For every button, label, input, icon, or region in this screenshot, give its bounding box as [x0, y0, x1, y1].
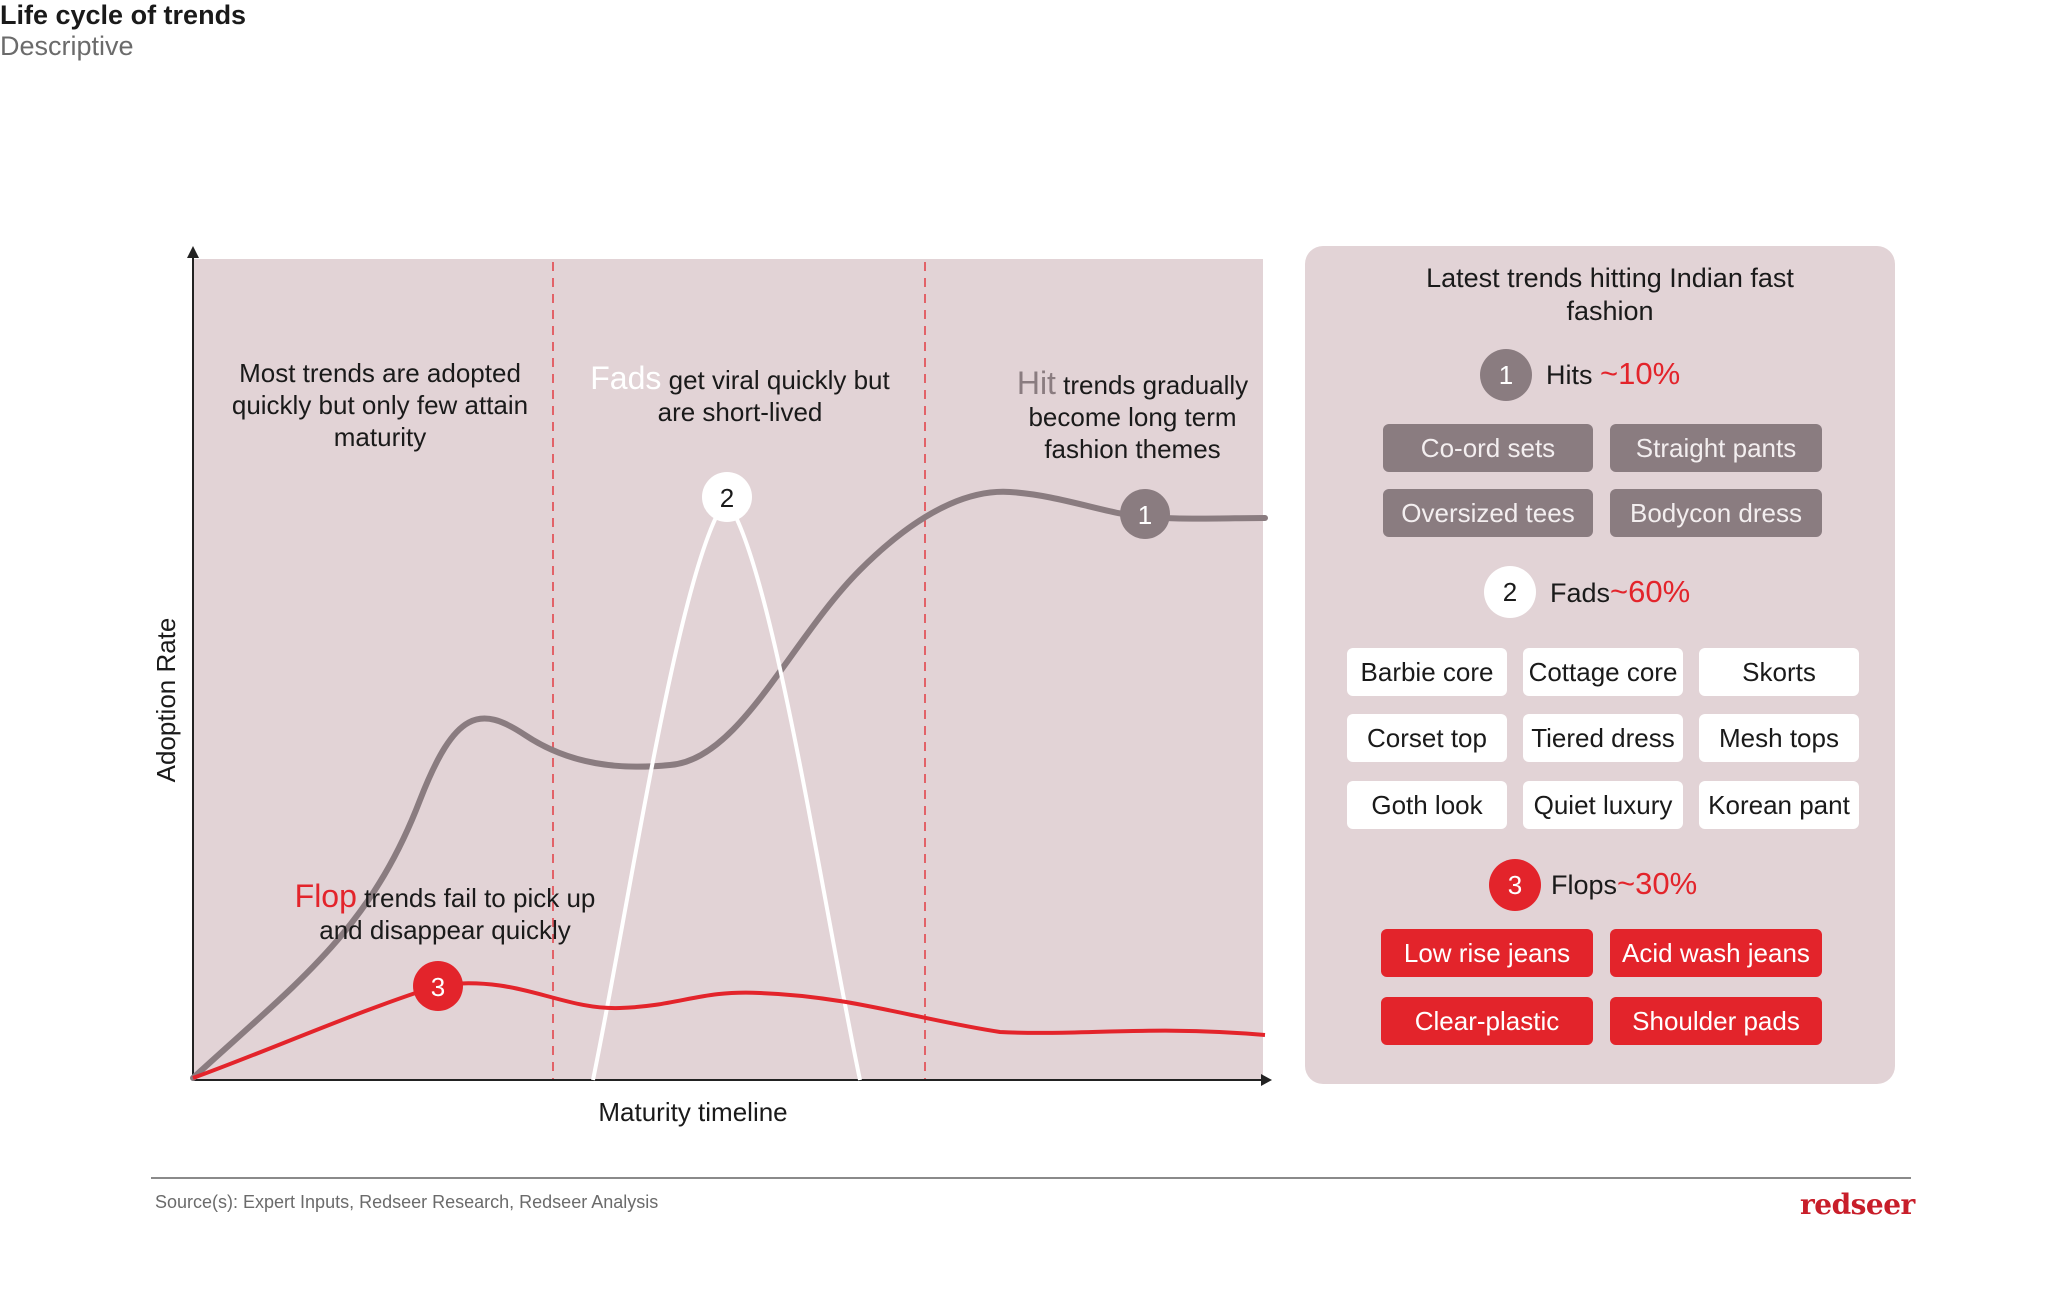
flop-marker-label: 3: [430, 972, 446, 1002]
flops-label: Flops~30%: [1551, 866, 1698, 901]
fad-item: Quiet luxury: [1523, 781, 1683, 829]
page-title: Life cycle of trends: [0, 0, 247, 30]
fad-marker-label: 2: [719, 483, 735, 513]
flop-annotation: Flop trends fail to pick up and disappear quickly: [294, 878, 596, 945]
flops-badge: 3: [1489, 859, 1541, 911]
fad-item: Skorts: [1699, 648, 1859, 696]
fads-highlight: Fads: [590, 360, 662, 396]
hit-annotation: Hit trends gradually become long term fashion themes: [1016, 365, 1249, 464]
flop-highlight: Flop: [294, 878, 357, 914]
y-axis-label: Adoption Rate: [151, 617, 181, 783]
flop-item: Shoulder pads: [1610, 997, 1822, 1045]
hits-label: Hits ~10%: [1546, 356, 1681, 391]
fad-item: Barbie core: [1347, 648, 1507, 696]
flop-item: Clear-plastic: [1381, 997, 1593, 1045]
fad-item: Cottage core: [1523, 648, 1683, 696]
brand-logo: redseer: [1800, 1188, 1915, 1221]
hit-marker-label: 1: [1137, 500, 1153, 530]
overview-annotation: Most trends are adopted quickly but only few attain maturity: [231, 358, 529, 452]
fad-item: Corset top: [1347, 714, 1507, 762]
y-axis-arrow: [187, 246, 199, 258]
panel-title: Latest trends hitting Indian fast fashion: [1426, 263, 1794, 326]
fads-share: ~60%: [1610, 574, 1691, 609]
flop-item: Acid wash jeans: [1610, 929, 1822, 977]
flop-item: Low rise jeans: [1381, 929, 1593, 977]
fad-item: Tiered dress: [1523, 714, 1683, 762]
fads-annotation: Fads get viral quickly but are short-lived: [590, 360, 890, 427]
hits-share: ~10%: [1600, 356, 1681, 391]
hits-badge: 1: [1480, 349, 1532, 401]
source-note: Source(s): Expert Inputs, Redseer Research, Redseer Analysis: [155, 1192, 659, 1212]
fad-item: Goth look: [1347, 781, 1507, 829]
footer-divider: [151, 1177, 1911, 1179]
flops-share: ~30%: [1617, 866, 1698, 901]
fads-badge: 2: [1484, 566, 1536, 618]
hit-item: Bodycon dress: [1610, 489, 1822, 537]
page-subtitle: Descriptive: [0, 31, 134, 61]
fads-label: Fads~60%: [1550, 574, 1691, 609]
hit-item: Straight pants: [1610, 424, 1822, 472]
x-axis-arrow: [1261, 1074, 1272, 1086]
hit-item: Oversized tees: [1383, 489, 1593, 537]
x-axis-label: Maturity timeline: [598, 1097, 788, 1127]
hit-highlight: Hit: [1016, 365, 1056, 401]
fad-item: Mesh tops: [1699, 714, 1859, 762]
hit-item: Co-ord sets: [1383, 424, 1593, 472]
fad-item: Korean pant: [1699, 781, 1859, 829]
